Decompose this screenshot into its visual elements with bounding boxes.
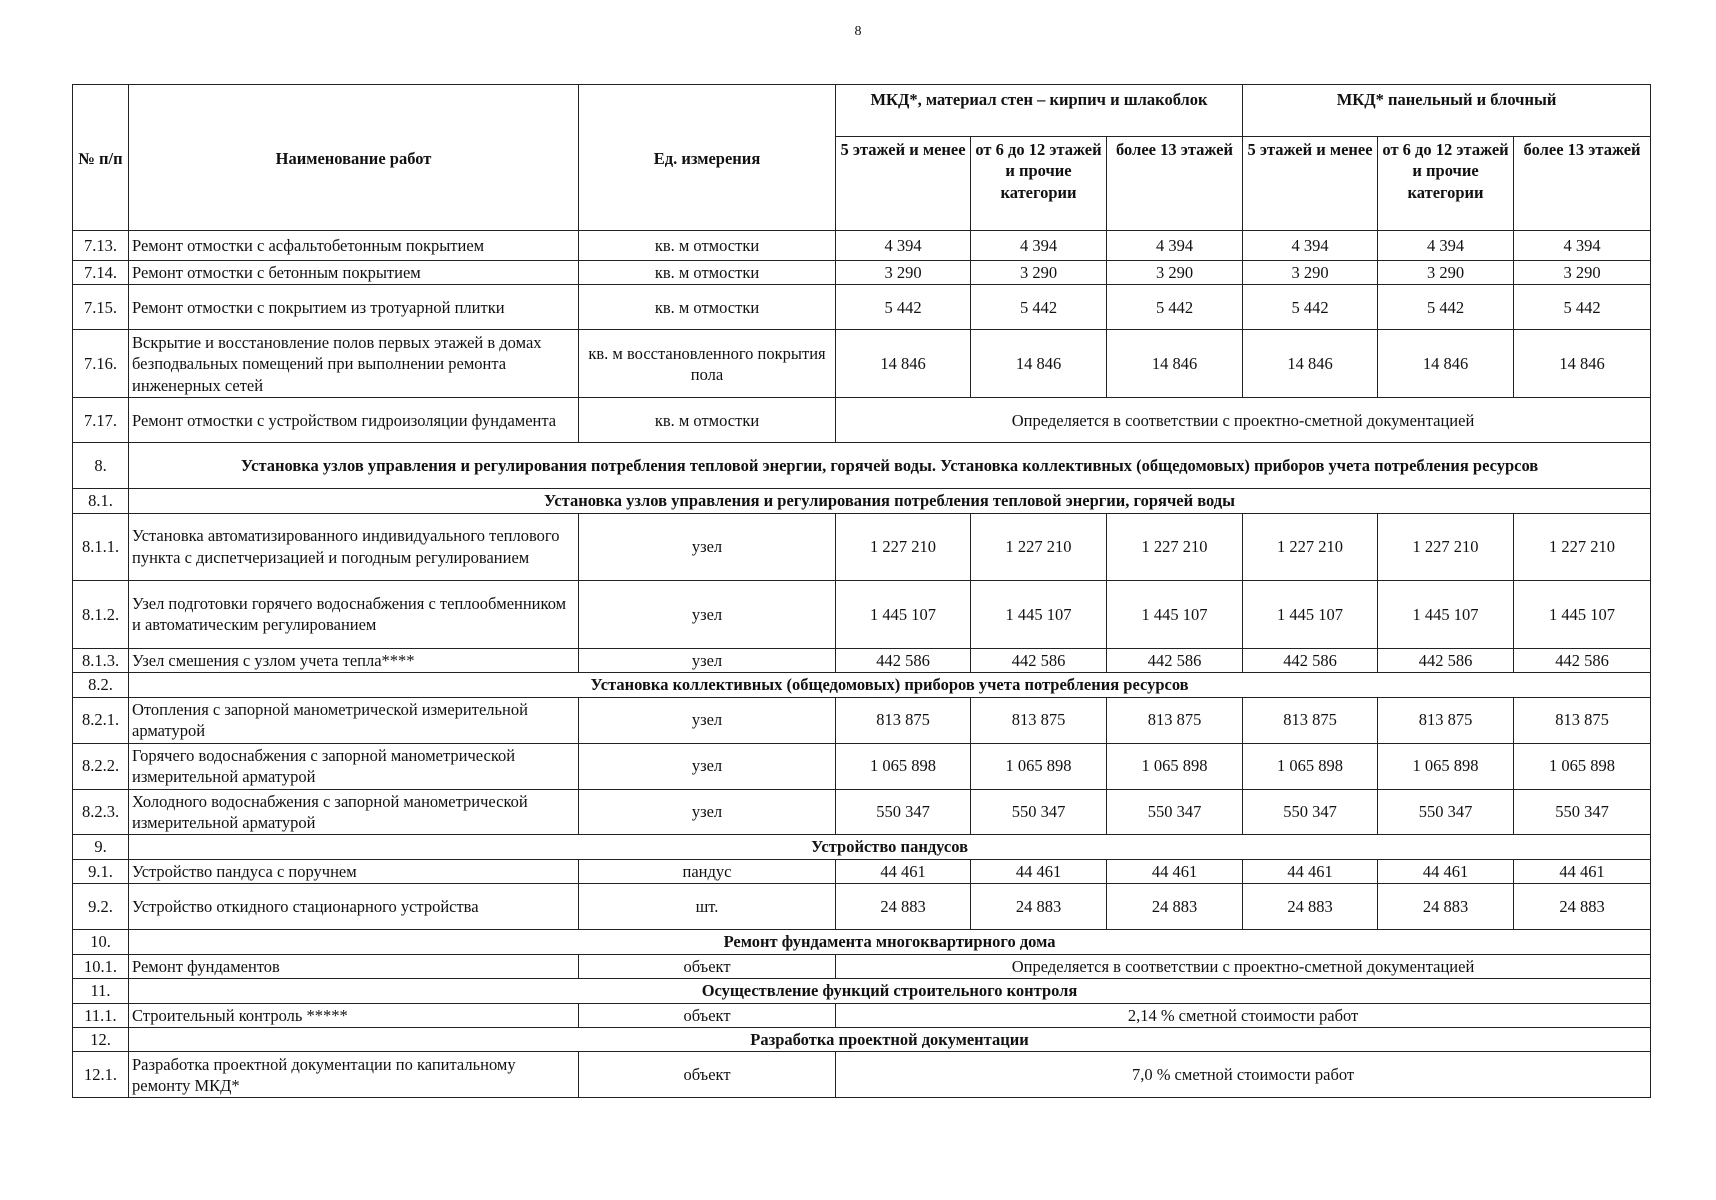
table-row: [73, 398, 1651, 443]
price-cell: 3 290: [1378, 261, 1514, 285]
header-number: № п/п: [73, 85, 129, 231]
table-row: [73, 261, 1651, 285]
unit-of-measure: пандус: [579, 859, 836, 883]
work-name: Ремонт фундаментов: [129, 954, 579, 978]
section-title: Установка коллективных (общедомовых) приборов учета потребления ресурсов: [129, 673, 1651, 697]
work-name: Узел подготовки горячего водоснабжения с теплообменником и автоматическим регулированием: [129, 580, 579, 648]
unit-of-measure: узел: [579, 580, 836, 648]
work-name: Вскрытие и восстановление полов первых этажей в домах безподвальных помещений при выполнении ремонта инженерных сетей: [129, 330, 579, 398]
table-row: [73, 513, 1651, 580]
section-title: Установка узлов управления и регулирования потребления тепловой энергии, горячей воды: [129, 489, 1651, 513]
row-number: 7.13.: [73, 231, 129, 261]
price-cell: 14 846: [1514, 330, 1651, 398]
row-number: 8.2.1.: [73, 697, 129, 743]
price-cell: 5 442: [1378, 285, 1514, 330]
price-cell: 1 227 210: [836, 513, 971, 580]
price-cell: 813 875: [1514, 697, 1651, 743]
price-cell: 1 227 210: [1243, 513, 1378, 580]
work-name: Разработка проектной документации по капитальному ремонту МКД*: [129, 1052, 579, 1098]
row-number: 8.1.2.: [73, 580, 129, 648]
unit-of-measure: кв. м отмостки: [579, 231, 836, 261]
price-cell: 442 586: [1378, 648, 1514, 672]
row-number: 7.14.: [73, 261, 129, 285]
price-cell: 550 347: [836, 789, 971, 835]
unit-of-measure: кв. м отмостки: [579, 261, 836, 285]
price-cell: 14 846: [971, 330, 1107, 398]
price-cell: 4 394: [1107, 231, 1243, 261]
work-name: Отопления с запорной манометрической измерительной арматурой: [129, 697, 579, 743]
row-number: 7.16.: [73, 330, 129, 398]
row-number: 7.15.: [73, 285, 129, 330]
price-cell: 1 065 898: [1243, 743, 1378, 789]
work-name: Установка автоматизированного индивидуального теплового пункта с диспетчеризацией и погодным регулированием: [129, 513, 579, 580]
unit-of-measure: узел: [579, 513, 836, 580]
row-number: 8.2.3.: [73, 789, 129, 835]
work-name: Ремонт отмостки с покрытием из тротуарной плитки: [129, 285, 579, 330]
section-title: Разработка проектной документации: [129, 1028, 1651, 1052]
price-cell: 442 586: [1243, 648, 1378, 672]
page-number: 8: [854, 24, 862, 39]
unit-of-measure: объект: [579, 1052, 836, 1098]
price-cell: 24 883: [1514, 884, 1651, 930]
price-cell: 4 394: [836, 231, 971, 261]
price-cell: 5 442: [1514, 285, 1651, 330]
unit-of-measure: шт.: [579, 884, 836, 930]
section-title: Установка узлов управления и регулирования потребления тепловой энергии, горячей воды. Установка коллективных (общедомовых) приборов учета потребления ресурсов: [129, 443, 1651, 489]
price-cell: 44 461: [1107, 859, 1243, 883]
table-row: [73, 580, 1651, 648]
price-cell: 24 883: [836, 884, 971, 930]
price-cell: 1 227 210: [1378, 513, 1514, 580]
price-cell: 813 875: [1243, 697, 1378, 743]
table-row: [73, 1052, 1651, 1098]
work-name: Устройство откидного стационарного устройства: [129, 884, 579, 930]
price-cell: 550 347: [971, 789, 1107, 835]
price-cell: 813 875: [1378, 697, 1514, 743]
section-row: [73, 1028, 1651, 1052]
price-cell: 1 065 898: [1107, 743, 1243, 789]
row-number: 10.: [73, 930, 129, 954]
section-row: [73, 443, 1651, 489]
row-number: 10.1.: [73, 954, 129, 978]
unit-of-measure: узел: [579, 743, 836, 789]
row-number: 7.17.: [73, 398, 129, 443]
section-row: [73, 673, 1651, 697]
price-cell: 1 445 107: [1514, 580, 1651, 648]
price-cell: 1 065 898: [1514, 743, 1651, 789]
price-cell: 1 227 210: [1514, 513, 1651, 580]
works-cost-table: [72, 84, 1651, 1098]
work-name: Строительный контроль *****: [129, 1003, 579, 1027]
price-cell: 4 394: [971, 231, 1107, 261]
price-cell: 4 394: [1514, 231, 1651, 261]
row-number: 8.2.2.: [73, 743, 129, 789]
table-row: [73, 954, 1651, 978]
row-number: 9.1.: [73, 859, 129, 883]
price-cell: 1 445 107: [836, 580, 971, 648]
price-cell: 4 394: [1378, 231, 1514, 261]
table-row: [73, 648, 1651, 672]
unit-of-measure: узел: [579, 789, 836, 835]
subheader-floors: 5 этажей и менее: [836, 137, 971, 231]
work-name: Ремонт отмостки с устройством гидроизоляции фундамента: [129, 398, 579, 443]
price-cell: 44 461: [836, 859, 971, 883]
work-name: Ремонт отмостки с бетонным покрытием: [129, 261, 579, 285]
section-title: Устройство пандусов: [129, 835, 1651, 859]
price-cell: 442 586: [836, 648, 971, 672]
price-cell: 44 461: [1514, 859, 1651, 883]
table-row: [73, 697, 1651, 743]
price-cell: 5 442: [836, 285, 971, 330]
price-cell: 44 461: [971, 859, 1107, 883]
price-cell: 1 065 898: [836, 743, 971, 789]
price-cell: 44 461: [1243, 859, 1378, 883]
merged-note: Определяется в соответствии с проектно-сметной документацией: [836, 954, 1651, 978]
row-number: 9.: [73, 835, 129, 859]
price-cell: 813 875: [836, 697, 971, 743]
subheader-floors: от 6 до 12 этажей и прочие категории: [971, 137, 1107, 231]
row-number: 11.: [73, 979, 129, 1003]
price-cell: 44 461: [1378, 859, 1514, 883]
row-number: 8.: [73, 443, 129, 489]
price-cell: 550 347: [1107, 789, 1243, 835]
table-row: [73, 285, 1651, 330]
price-cell: 3 290: [1514, 261, 1651, 285]
work-name: Устройство пандуса с поручнем: [129, 859, 579, 883]
row-number: 9.2.: [73, 884, 129, 930]
unit-of-measure: кв. м отмостки: [579, 398, 836, 443]
table-row: [73, 743, 1651, 789]
header-group-panel: МКД* панельный и блочный: [1243, 85, 1651, 137]
price-cell: 550 347: [1243, 789, 1378, 835]
price-cell: 24 883: [1378, 884, 1514, 930]
row-number: 12.: [73, 1028, 129, 1052]
work-name: Ремонт отмостки с асфальтобетонным покрытием: [129, 231, 579, 261]
subheader-floors: более 13 этажей: [1514, 137, 1651, 231]
section-row: [73, 489, 1651, 513]
section-title: Осуществление функций строительного контроля: [129, 979, 1651, 1003]
row-number: 11.1.: [73, 1003, 129, 1027]
price-cell: 5 442: [1107, 285, 1243, 330]
table-row: [73, 859, 1651, 883]
price-cell: 813 875: [1107, 697, 1243, 743]
section-row: [73, 835, 1651, 859]
merged-note: 2,14 % сметной стоимости работ: [836, 1003, 1651, 1027]
price-cell: 5 442: [1243, 285, 1378, 330]
price-cell: 14 846: [1378, 330, 1514, 398]
subheader-floors: 5 этажей и менее: [1243, 137, 1378, 231]
section-title: Ремонт фундамента многоквартирного дома: [129, 930, 1651, 954]
table-row: [73, 231, 1651, 261]
row-number: 8.2.: [73, 673, 129, 697]
price-cell: 1 445 107: [1107, 580, 1243, 648]
work-name: Холодного водоснабжения с запорной манометрической измерительной арматурой: [129, 789, 579, 835]
table-body: [73, 231, 1651, 1098]
price-cell: 813 875: [971, 697, 1107, 743]
price-cell: 442 586: [971, 648, 1107, 672]
price-cell: 24 883: [1243, 884, 1378, 930]
table-row: [73, 330, 1651, 398]
price-cell: 3 290: [1107, 261, 1243, 285]
unit-of-measure: кв. м восстановленного покрытия пола: [579, 330, 836, 398]
work-name: Горячего водоснабжения с запорной манометрической измерительной арматурой: [129, 743, 579, 789]
price-cell: 550 347: [1514, 789, 1651, 835]
price-cell: 14 846: [1107, 330, 1243, 398]
work-name: Узел смешения с узлом учета тепла****: [129, 648, 579, 672]
unit-of-measure: объект: [579, 954, 836, 978]
table-row: [73, 1003, 1651, 1027]
header-work-name: Наименование работ: [129, 85, 579, 231]
unit-of-measure: узел: [579, 648, 836, 672]
merged-note: 7,0 % сметной стоимости работ: [836, 1052, 1651, 1098]
price-cell: 3 290: [1243, 261, 1378, 285]
section-row: [73, 979, 1651, 1003]
unit-of-measure: узел: [579, 697, 836, 743]
row-number: 12.1.: [73, 1052, 129, 1098]
price-cell: 4 394: [1243, 231, 1378, 261]
price-cell: 550 347: [1378, 789, 1514, 835]
row-number: 8.1.: [73, 489, 129, 513]
header-unit: Ед. измерения: [579, 85, 836, 231]
price-cell: 24 883: [971, 884, 1107, 930]
price-cell: 1 445 107: [971, 580, 1107, 648]
price-cell: 24 883: [1107, 884, 1243, 930]
price-cell: 14 846: [836, 330, 971, 398]
section-row: [73, 930, 1651, 954]
table-row: [73, 884, 1651, 930]
price-cell: 1 065 898: [1378, 743, 1514, 789]
price-cell: 1 227 210: [1107, 513, 1243, 580]
unit-of-measure: кв. м отмостки: [579, 285, 836, 330]
price-cell: 1 065 898: [971, 743, 1107, 789]
header-group-brick: МКД*, материал стен – кирпич и шлакоблок: [836, 85, 1243, 137]
price-cell: 5 442: [971, 285, 1107, 330]
subheader-floors: более 13 этажей: [1107, 137, 1243, 231]
row-number: 8.1.3.: [73, 648, 129, 672]
price-cell: 1 445 107: [1378, 580, 1514, 648]
price-cell: 1 445 107: [1243, 580, 1378, 648]
row-number: 8.1.1.: [73, 513, 129, 580]
merged-note: Определяется в соответствии с проектно-сметной документацией: [836, 398, 1651, 443]
price-cell: 442 586: [1107, 648, 1243, 672]
price-cell: 1 227 210: [971, 513, 1107, 580]
price-cell: 3 290: [836, 261, 971, 285]
subheader-floors: от 6 до 12 этажей и прочие категории: [1378, 137, 1514, 231]
unit-of-measure: объект: [579, 1003, 836, 1027]
table-row: [73, 789, 1651, 835]
price-cell: 14 846: [1243, 330, 1378, 398]
price-cell: 442 586: [1514, 648, 1651, 672]
price-cell: 3 290: [971, 261, 1107, 285]
